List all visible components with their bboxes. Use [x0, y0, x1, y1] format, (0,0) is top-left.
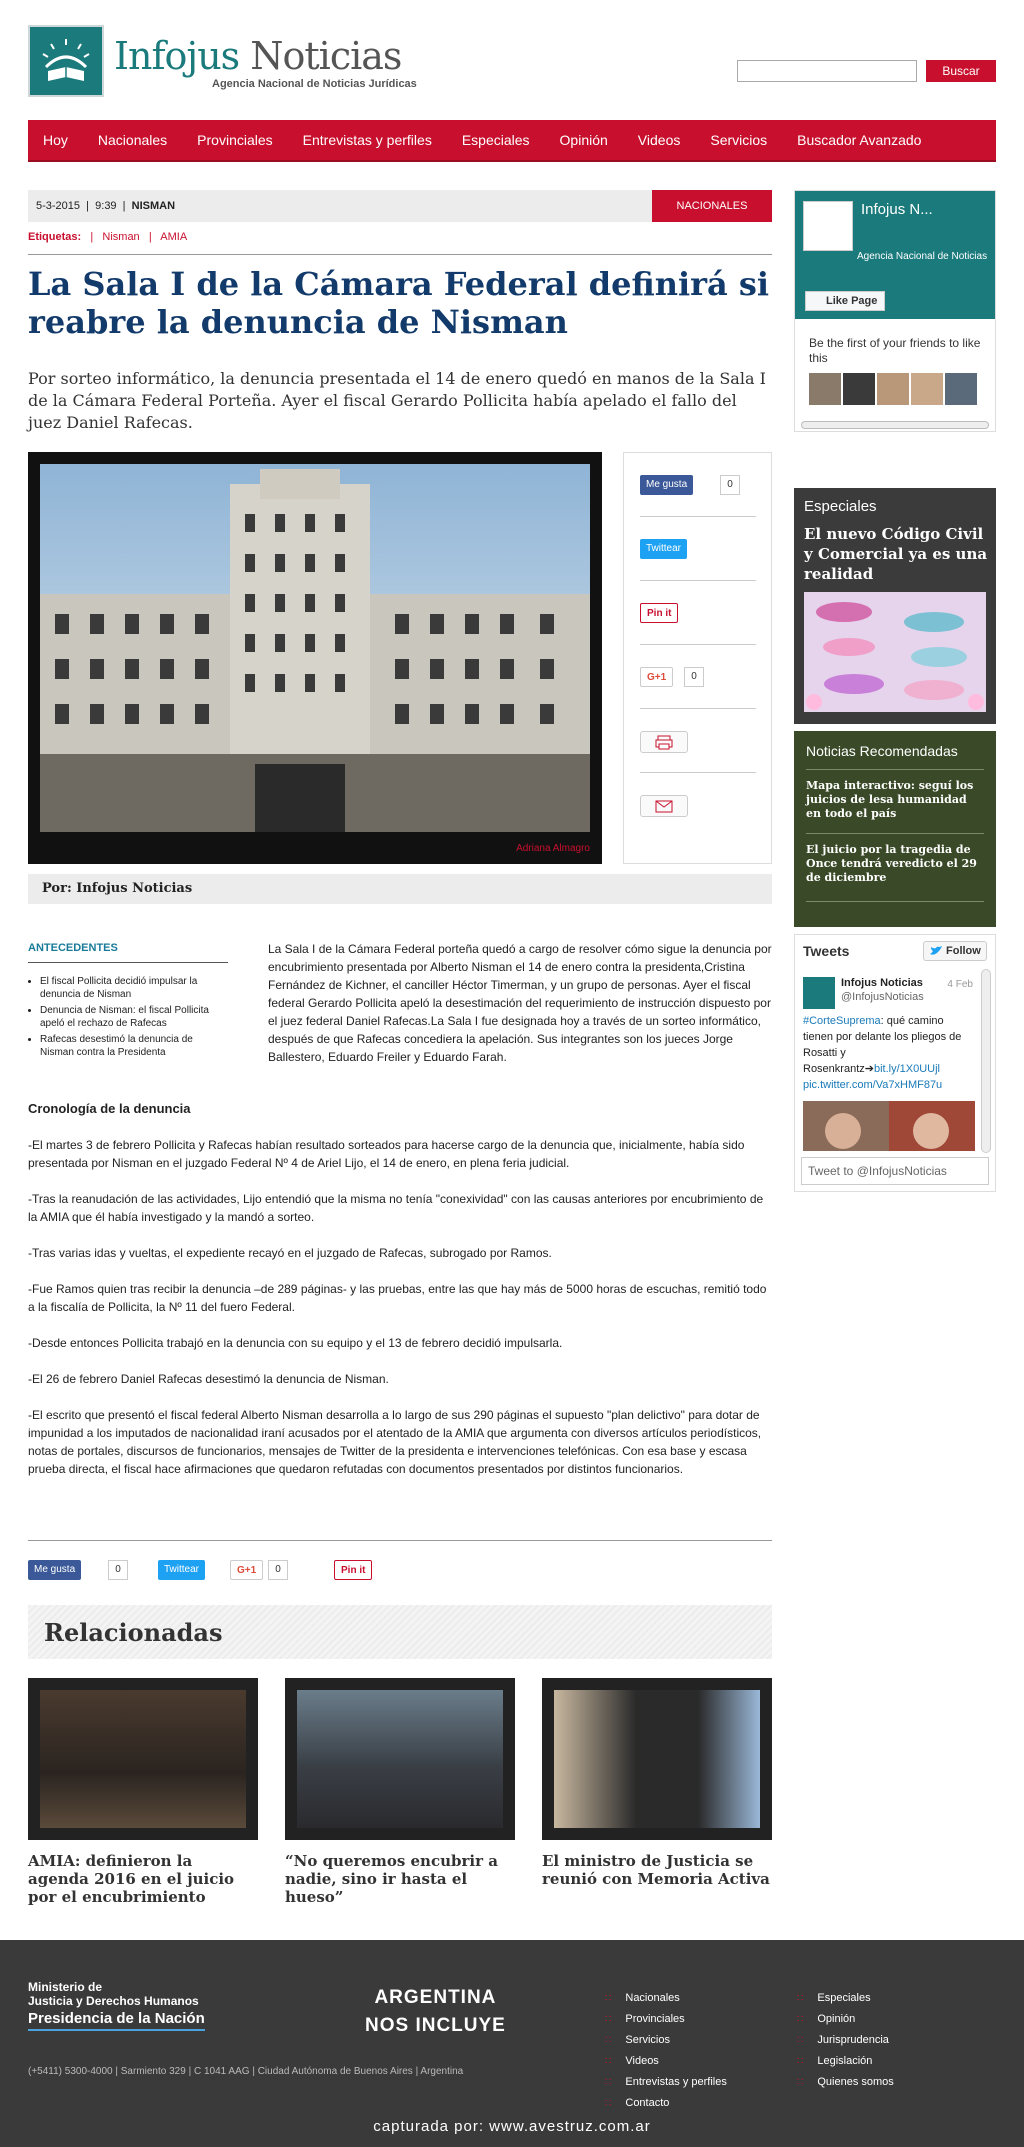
pinterest-button[interactable]: Pin it	[334, 1560, 372, 1580]
tweet-hashtag[interactable]: #CorteSuprema	[803, 1015, 881, 1027]
related-title[interactable]: AMIA: definieron la agenda 2016 en el juicio por el encubrimiento	[28, 1852, 235, 1906]
share-row-googleplus	[640, 645, 756, 709]
related-card[interactable]	[28, 1678, 258, 1906]
avatar[interactable]	[843, 373, 875, 405]
twitter-follow-button[interactable]: Follow	[923, 941, 987, 961]
footer-link[interactable]: ∷ Contacto	[605, 2093, 727, 2114]
share-row-twitter	[640, 517, 756, 581]
article-date: 5-3-2015	[36, 200, 81, 212]
footer-argentina-logo[interactable]: ARGENTINA NOS INCLUYE	[365, 1987, 506, 2036]
facebook-like-count: 0	[720, 475, 740, 495]
related-card[interactable]	[285, 1678, 515, 1906]
share-column	[623, 452, 772, 864]
divider	[806, 769, 984, 770]
footer-links-col2	[797, 1988, 894, 2093]
relacionadas-header	[28, 1605, 772, 1659]
article-photo-frame	[28, 452, 602, 864]
related-thumbnail[interactable]	[285, 1678, 515, 1840]
divider	[806, 901, 984, 902]
article-meta: 5-3-2015 | 9:39 | NISMAN	[36, 200, 176, 212]
nav-item-opinion[interactable]: Opinión	[559, 132, 608, 148]
facebook-friends-text: Be the first of your friends to like this	[809, 336, 981, 365]
nav-item-buscador[interactable]: Buscador Avanzado	[797, 132, 922, 148]
footer-presidencia[interactable]: Presidencia de la Nación	[28, 2010, 205, 2031]
twitter-widget	[794, 934, 996, 1192]
section-badge[interactable]: NACIONALES	[652, 190, 772, 222]
antecedentes-title: ANTECEDENTES	[28, 942, 118, 954]
site-tagline: Agencia Nacional de Noticias Jurídicas	[212, 78, 417, 90]
cronologia-paragraph: -Tras la reanudación de las actividades, Lijo entendió que la misma no tenía "conexividad" con las causas anteriores por encubrimiento de la AMIA que él había investigado y la mandó a sorteo.	[28, 1192, 764, 1224]
cronologia-paragraph: -El 26 de febrero Daniel Rafecas desestimó la denuncia de Nisman.	[28, 1372, 389, 1386]
related-thumbnail[interactable]	[542, 1678, 772, 1840]
article-lead: Por sorteo informático, la denuncia presentada el 14 de enero quedó en manos de la Sala I de la Cámara Federal Porteña. Ayer el fiscal Gerardo Pollicita había apelado el fallo del juez Daniel Rafecas.	[28, 369, 766, 432]
article-time: 9:39	[95, 200, 117, 212]
nav-item-provinciales[interactable]: Provinciales	[197, 132, 273, 148]
nav-item-hoy[interactable]: Hoy	[43, 132, 68, 148]
divider	[806, 833, 984, 834]
footer-address: (+5411) 5300-4000 | Sarmiento 329 | C 1041 AAG | Ciudad Autónoma de Buenos Aires | Argentina	[28, 2066, 464, 2077]
googleplus-count: 0	[268, 1560, 288, 1580]
share-row-pinterest	[640, 581, 756, 645]
footer-link[interactable]: ∷ Especiales	[797, 1988, 894, 2009]
facebook-page-avatar[interactable]	[803, 201, 853, 251]
antecedente-link[interactable]: • El fiscal Pollicita decidió impulsar la denuncia de Nisman	[40, 975, 220, 1001]
article-body: La Sala I de la Cámara Federal porteña quedó a cargo de resolver cómo sigue la denuncia por encubrimiento presentada por Alberto Nisman el 14 de enero contra la presidenta,Cristina Fernández de Kichner, el canciller Héctor Timerman, y un grupo de personas. Ayer el fiscal federal Gerardo Pollicita apeló la desestimación del requerimiento de instrucción dispuesto por el juez federal Daniel Rafecas.La Sala I fue designada hoy a través de un sorteo informático, después de que Rafecas concediera la apelación. Sus integrantes son los jueces Jorge Ballestero, Eduardo Freiler y Eduardo Farah.	[268, 942, 772, 1064]
especiales-label: Especiales	[804, 498, 877, 515]
divider	[28, 962, 228, 963]
tweet-image[interactable]	[803, 1101, 975, 1151]
cronologia-paragraph: -Desde entonces Pollicita trabajó en la denuncia con su equipo y el 13 de febrero decidió impulsarla.	[28, 1336, 563, 1350]
avatar[interactable]	[877, 373, 909, 405]
cronologia-title: Cronología de la denuncia	[28, 1101, 191, 1116]
facebook-like-button[interactable]: Me gusta	[640, 475, 693, 495]
googleplus-button[interactable]: G+1	[640, 667, 673, 687]
article-photo	[40, 464, 590, 832]
byline: Por: Infojus Noticias	[28, 874, 772, 904]
tags-label: Etiquetas:	[28, 231, 82, 243]
share-row-facebook	[640, 453, 756, 517]
related-thumbnail[interactable]	[28, 1678, 258, 1840]
article-topic[interactable]: NISMAN	[131, 200, 176, 212]
recomendadas-box	[794, 731, 996, 927]
facebook-like-page-button[interactable]: Like Page	[805, 291, 885, 311]
antecedentes-list	[40, 975, 220, 1062]
facebook-page-name[interactable]: Infojus N...	[861, 201, 933, 218]
nav-item-entrevistas[interactable]: Entrevistas y perfiles	[302, 132, 432, 148]
cronologia-paragraph: -Tras varias idas y vueltas, el expediente recayó en el juzgado de Rafecas, subrogado por Ramos.	[28, 1246, 552, 1260]
avatar[interactable]	[809, 373, 841, 405]
search-input[interactable]	[737, 60, 917, 82]
cronologia-paragraph: -Fue Ramos quien tras recibir la denuncia –de 289 páginas- y las pruebas, entre las que hay más de 5000 horas de escuchas, remitió todo a la fiscalía de Pollicita, la Nº 11 del fuero Federal.	[28, 1282, 767, 1314]
avatar[interactable]	[945, 373, 977, 405]
tweet-date[interactable]: 4 Feb	[947, 979, 973, 990]
facebook-page-subtitle: Agencia Nacional de Noticias	[857, 251, 988, 262]
facebook-like-button[interactable]: Me gusta	[28, 1560, 81, 1580]
footer-links-col1	[605, 1988, 727, 2114]
article-title: La Sala I de la Cámara Federal definirá si reabre la denuncia de Nisman	[28, 265, 770, 341]
search-button[interactable]: Buscar	[926, 60, 996, 82]
share-row-email	[640, 773, 756, 837]
article-meta-bar	[28, 190, 772, 222]
photo-credit: Adriana Almagro	[516, 843, 590, 854]
relacionadas-title: Relacionadas	[44, 1618, 223, 1647]
print-icon[interactable]	[640, 731, 688, 753]
divider	[28, 254, 772, 255]
avatar[interactable]	[911, 373, 943, 405]
bottom-share-bar	[28, 1560, 772, 1584]
site-logo-text[interactable]: Infojus Noticias	[114, 34, 402, 78]
tweet-link[interactable]: pic.twitter.com/Va7xHMF87u	[803, 1079, 943, 1091]
divider	[28, 1540, 772, 1541]
nav-item-videos[interactable]: Videos	[637, 132, 681, 148]
tags-line: Etiquetas: | Nisman | AMIA	[28, 231, 188, 243]
footer-link[interactable]: ∷ Opinión	[797, 2009, 894, 2030]
facebook-faces	[809, 373, 977, 405]
nav-item-nacionales[interactable]: Nacionales	[97, 132, 168, 148]
cronologia-paragraph: -El escrito que presentó el fiscal federal Alberto Nisman desarrolla a lo largo de sus 290 páginas el supuesto "plan delictivo" para dotar de impunidad a los imputados de nacionalidad iraní acusados por el atentado de la AMIA que argumenta con diversos artículos periodísticos, notas de portales, discursos de funcionarios, mensajes de Twitter de la presidenta e intervenciones telefónicas. Con esa base y escasa prueba directa, el fiscal hace afirmaciones que quedaron refutadas con documentos presentados por distintos funcionarios.	[28, 1408, 762, 1476]
tweets-title: Tweets	[803, 943, 850, 959]
tweet-to-input[interactable]: Tweet to @InfojusNoticias	[801, 1157, 989, 1185]
recomendada-link[interactable]: El juicio por la tragedia de Once tendrá veredicto el 29 de diciembre	[806, 843, 977, 884]
pinterest-button[interactable]: Pin it	[640, 603, 678, 623]
footer-link[interactable]: ∷ Nacionales	[605, 1988, 727, 2009]
cronologia-section	[28, 1100, 772, 1496]
site-header	[0, 0, 1024, 120]
facebook-like-count: 0	[108, 1560, 128, 1580]
nav-item-especiales[interactable]: Especiales	[461, 132, 530, 148]
email-icon[interactable]	[640, 795, 688, 817]
footer-link[interactable]: ∷ Legislación	[797, 2051, 894, 2072]
twitter-share-button[interactable]: Twittear	[158, 1560, 205, 1580]
logo-icon[interactable]	[28, 25, 104, 97]
nav-item-servicios[interactable]: Servicios	[710, 132, 768, 148]
antecedente-link[interactable]: • Denuncia de Nisman: el fiscal Pollicita apeló el rechazo de Rafecas	[40, 1004, 220, 1030]
footer-link[interactable]: ∷ Servicios	[605, 2030, 727, 2051]
footer-ministry[interactable]: Ministerio de Justicia y Derechos Humanos	[28, 1980, 199, 2008]
recomendadas-label: Noticias Recomendadas	[806, 743, 958, 759]
tweet-link[interactable]: bit.ly/1X0UUjl	[873, 1063, 940, 1075]
related-title[interactable]: “No queremos encubrir a nadie, sino ir hasta el hueso”	[285, 1852, 498, 1906]
googleplus-count: 0	[684, 667, 704, 687]
tag-link[interactable]: Nisman	[102, 231, 140, 243]
footer-link[interactable]: ∷ Jurisprudencia	[797, 2030, 894, 2051]
recomendada-link[interactable]: Mapa interactivo: seguí los juicios de lesa humanidad en todo el país	[806, 779, 974, 820]
googleplus-button[interactable]: G+1	[230, 1560, 263, 1580]
footer-link[interactable]: ∷ Videos	[605, 2051, 727, 2072]
tweet-author-handle[interactable]: @InfojusNoticias	[841, 991, 924, 1003]
tweet-avatar[interactable]	[803, 977, 835, 1009]
share-row-print	[640, 709, 756, 773]
antecedente-link[interactable]: • Rafecas desestimó la denuncia de Nisman contra la Presidenta	[40, 1033, 220, 1059]
twitter-share-button[interactable]: Twittear	[640, 539, 687, 559]
cronologia-paragraph: -El martes 3 de febrero Pollicita y Rafecas habían resultado sorteados para hacerse cargo de la denuncia que, inicialmente, había sido presentada por Nisman en el juzgado Federal Nº 4 de Ariel Lijo, el 14 de enero, en plena feria judicial.	[28, 1138, 745, 1170]
vertical-scrollbar[interactable]	[981, 969, 991, 1153]
tweet-text: #CorteSuprema: qué camino tienen por delante los pliegos de Rosatti y Rosenkrantz➔bit.ly/1X0UUjl pic.twitter.com/Va7xHMF87u	[803, 1015, 962, 1091]
related-card[interactable]	[542, 1678, 772, 1888]
especiales-title[interactable]: El nuevo Código Civil y Comercial ya es una realidad	[804, 525, 988, 583]
horizontal-scrollbar[interactable]	[801, 421, 989, 429]
facebook-cover[interactable]	[795, 191, 995, 319]
site-footer	[0, 1940, 1024, 2147]
tag-link[interactable]: AMIA	[160, 231, 188, 243]
especiales-image[interactable]	[804, 592, 986, 712]
especiales-box[interactable]	[794, 488, 996, 724]
related-title[interactable]: El ministro de Justicia se reunió con Memoria Activa	[542, 1852, 770, 1888]
footer-link[interactable]: ∷ Quienes somos	[797, 2072, 894, 2093]
footer-link[interactable]: ∷ Entrevistas y perfiles	[605, 2072, 727, 2093]
capture-watermark: capturada por: www.avestruz.com.ar	[373, 2118, 651, 2135]
twitter-bird-icon	[930, 946, 942, 956]
footer-link[interactable]: ∷ Provinciales	[605, 2009, 727, 2030]
facebook-page-widget	[794, 190, 996, 432]
tweet-author-name[interactable]: Infojus Noticias	[841, 977, 923, 989]
main-nav	[28, 120, 996, 162]
